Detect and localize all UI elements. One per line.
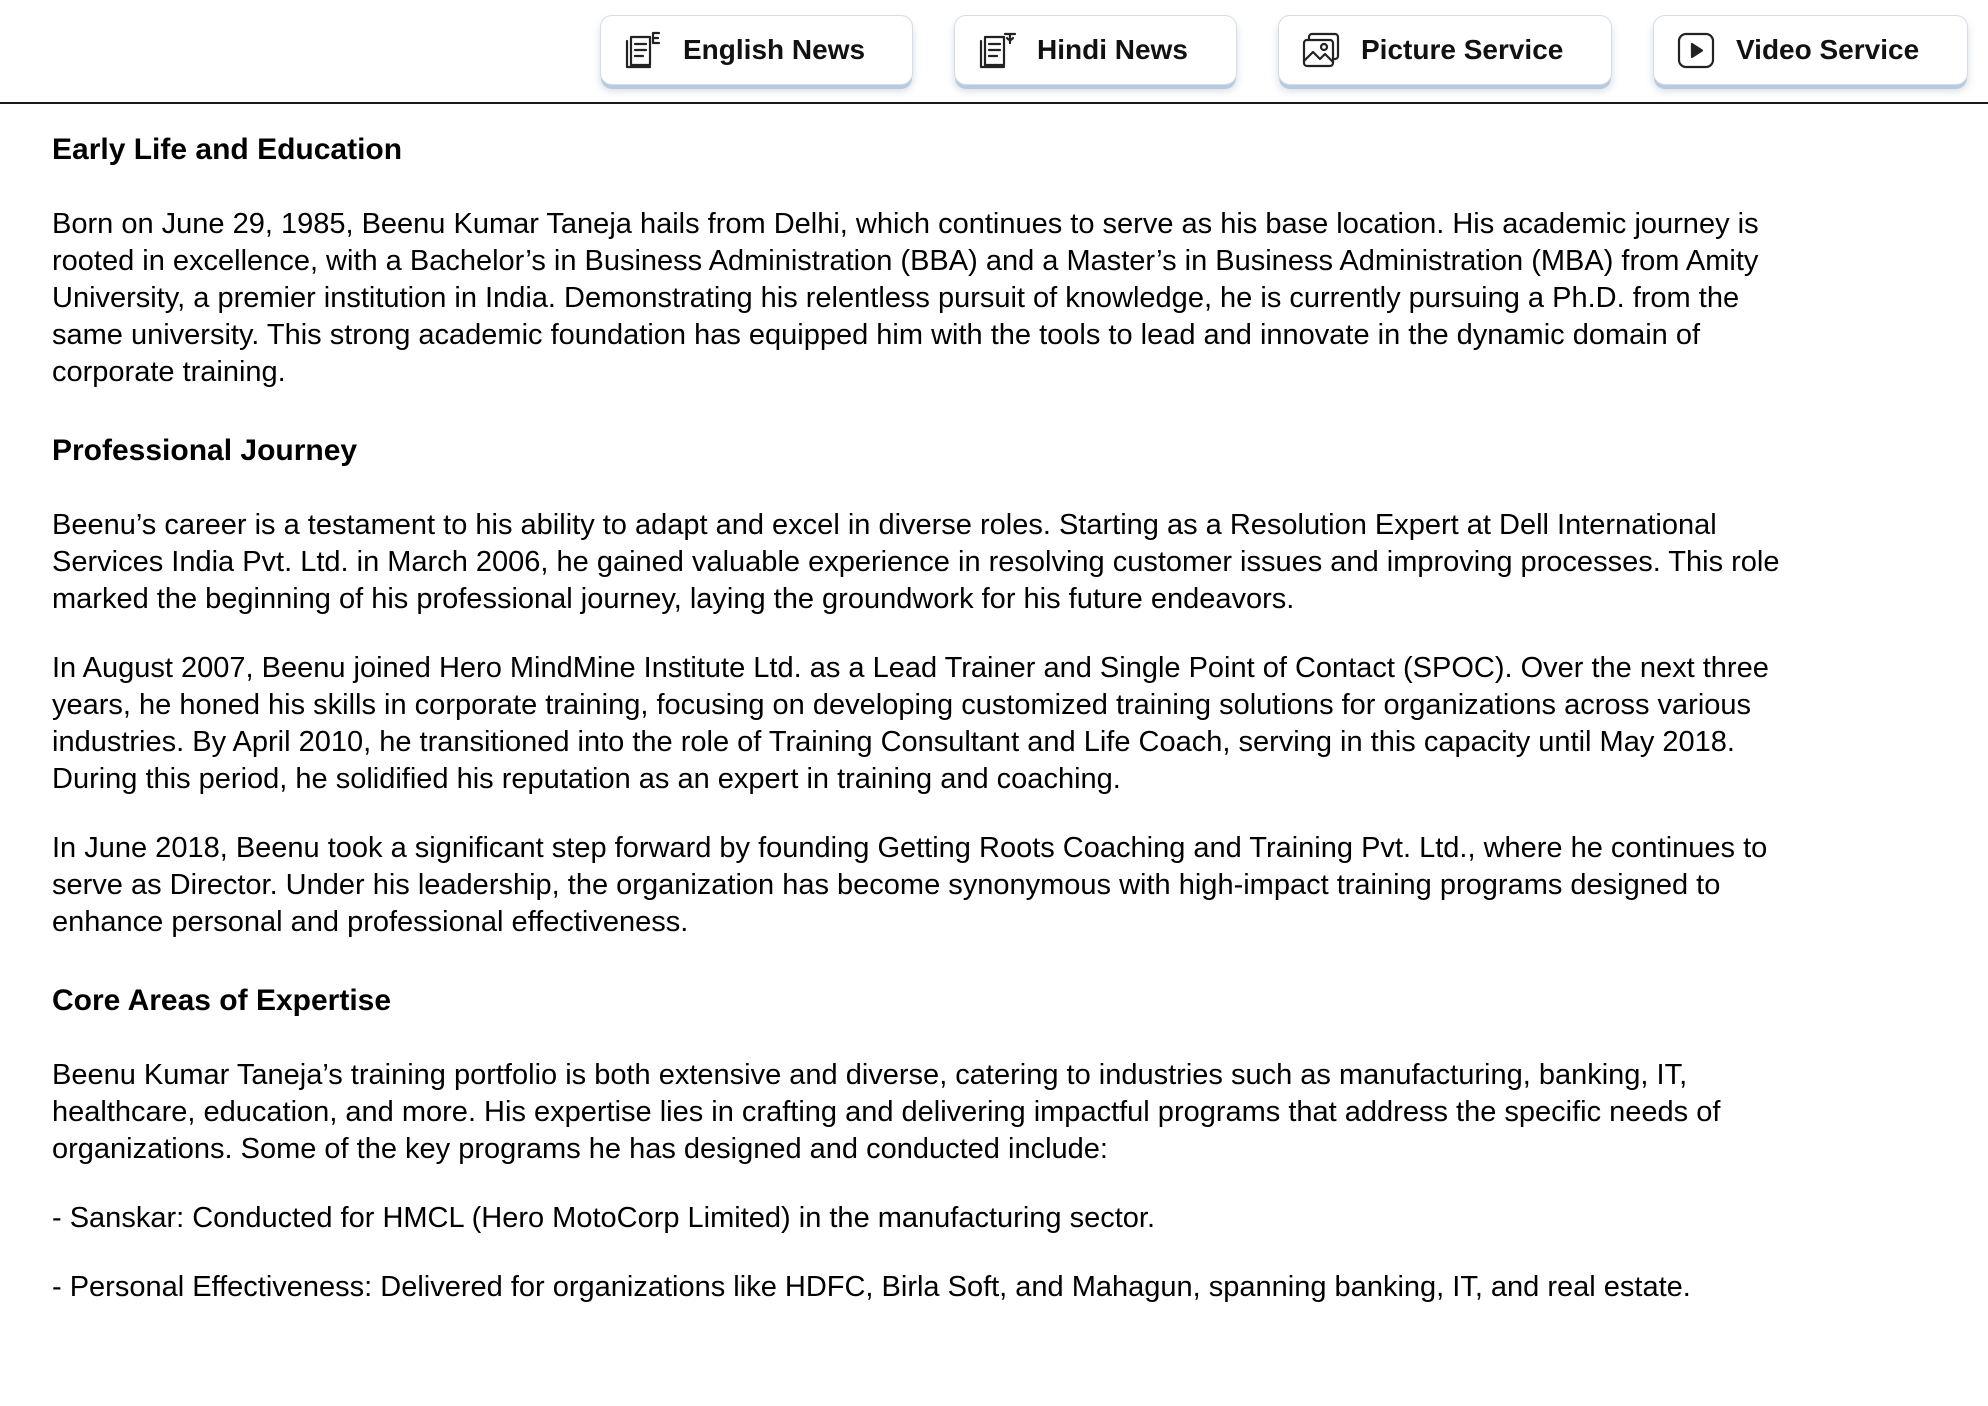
list-item: - Sanskar: Conducted for HMCL (Hero MotoCorp Limited) in the manufacturing sector. [52,1202,1156,1234]
top-navigation-bar [0,0,1988,104]
list-item: - Personal Effectiveness: Delivered for organizations like HDFC, Birla Soft, and Mahagun, spanning banking, IT, and real estate. [52,1271,1691,1303]
hindi-news-icon [975,28,1019,72]
paragraph: In August 2007, Beenu joined Hero MindMine Institute Ltd. as a Lead Trainer and Single Point of Contact (SPOC). Over the next three years, he honed his skills in corporate training, focusing on developing customized training solutions for organizations across various industries. By April 2010, he transitioned into the role of Training Consultant and Life Coach, serving in this capacity until May 2018. During this period, he solidified his reputation as an expert in training and coaching. [52,652,1769,795]
video-play-icon [1674,28,1718,72]
english-news-icon [621,28,665,72]
paragraph: Born on June 29, 1985, Beenu Kumar Taneja hails from Delhi, which continues to serve as his base location. His academic journey is rooted in excellence, with a Bachelor’s in Business Administration (BBA) and a Master’s in Business Administration (MBA) from Amity University, a premier institution in India. Demonstrating his relentless pursuit of knowledge, he is currently pursuing a Ph.D. from the same university. This strong academic foundation has equipped him with the tools to lead and innovate in the dynamic domain of corporate training. [52,208,1759,388]
section-heading: Early Life and Education [52,133,403,166]
article-body [52,122,1792,1338]
paragraph: Beenu’s career is a testament to his ability to adapt and excel in diverse roles. Starting as a Resolution Expert at Dell International Services India Pvt. Ltd. in March 2006, he gained valuable experience in resolving customer issues and improving processes. This role marked the beginning of his professional journey, laying the groundwork for his future endeavors. [52,509,1780,615]
hindi-news-label: Hindi News [1037,34,1188,65]
video-service-button[interactable] [1653,15,1968,85]
english-news-button[interactable] [600,15,913,85]
picture-service-button[interactable] [1278,15,1612,85]
video-service-label: Video Service [1736,34,1920,65]
english-news-label: English News [683,34,866,65]
paragraph: In June 2018, Beenu took a significant step forward by founding Getting Roots Coaching and Training Pvt. Ltd., where he continues to serve as Director. Under his leadership, the organization has become synonymous with high-impact training programs designed to enhance personal and professional effectiveness. [52,832,1768,938]
picture-icon [1299,28,1343,72]
section-heading: Professional Journey [52,434,358,467]
picture-service-label: Picture Service [1361,34,1564,65]
section-heading: Core Areas of Expertise [52,984,392,1017]
hindi-news-button[interactable] [954,15,1237,85]
paragraph: Beenu Kumar Taneja’s training portfolio is both extensive and diverse, catering to industries such as manufacturing, banking, IT, healthcare, education, and more. His expertise lies in crafting and delivering impactful programs that address the specific needs of organizations. Some of the key programs he has designed and conducted include: [52,1059,1721,1165]
